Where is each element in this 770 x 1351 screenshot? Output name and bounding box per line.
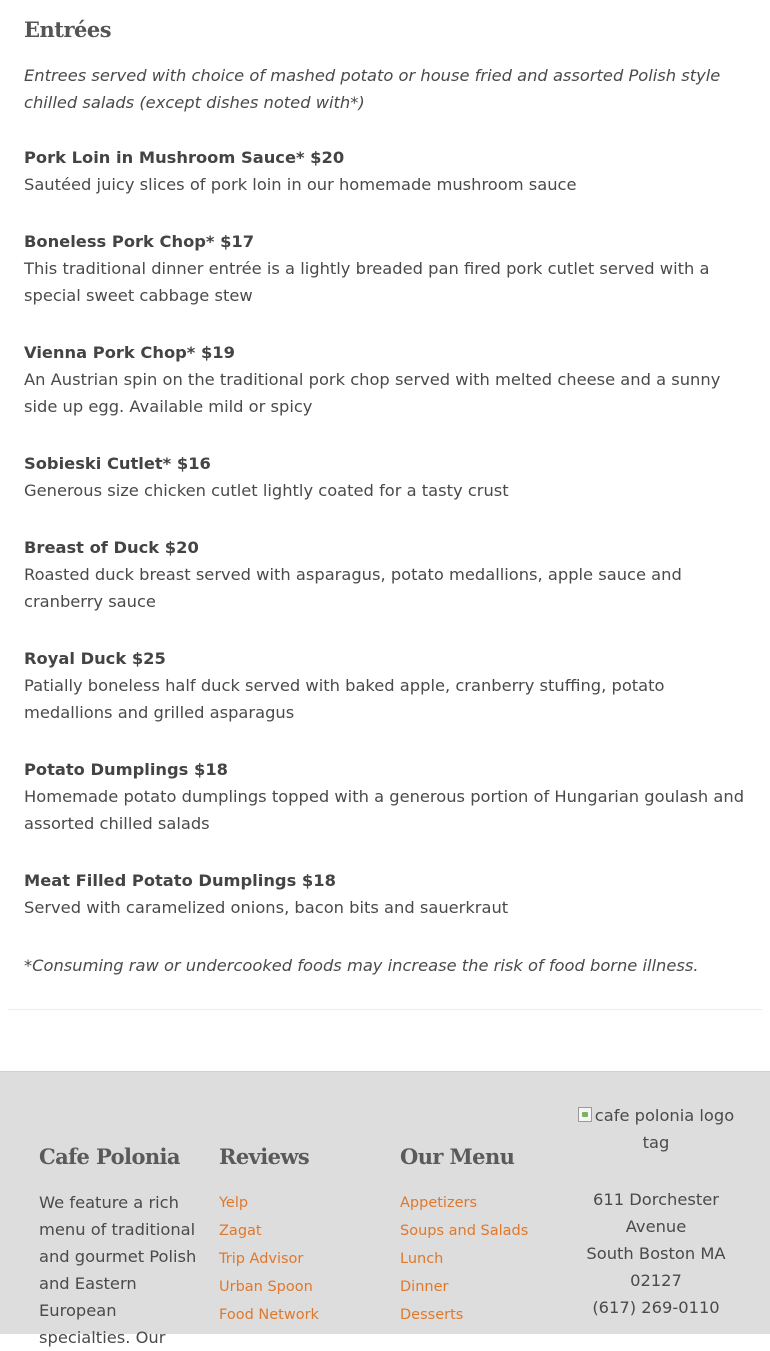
review-link-yelp[interactable]: Yelp	[219, 1195, 249, 1211]
menu-item-name: Sobieski Cutlet* $16	[24, 454, 211, 473]
menu-link-appetizers[interactable]: Appetizers	[400, 1195, 478, 1211]
site-footer	[0, 1071, 770, 1347]
broken-image-icon	[578, 1107, 592, 1122]
menu-item-name: Meat Filled Potato Dumplings $18	[24, 871, 336, 890]
menu-item-description: Generous size chicken cutlet lightly coated for a tasty crust	[24, 481, 509, 500]
section-title: Entrées	[24, 17, 112, 42]
about-text: We feature a rich menu of traditional and gourmet Polish and Eastern European specialties. Our	[39, 1193, 197, 1347]
logo-alt-text: cafe polonia logo tag	[594, 1106, 735, 1152]
menu-item-description: Homemade potato dumplings topped with a generous portion of Hungarian goulash and assorted chilled salads	[24, 787, 745, 833]
menu-link-soups-salads[interactable]: Soups and Salads	[400, 1223, 529, 1239]
menu-item-description: This traditional dinner entrée is a lightly breaded pan fired pork cutlet served with a special sweet cabbage stew	[24, 259, 710, 305]
contact-address	[575, 1186, 737, 1321]
menu-item-description: Served with caramelized onions, bacon bits and sauerkraut	[24, 898, 509, 917]
reviews-title: Reviews	[219, 1144, 310, 1169]
menu-item-description: An Austrian spin on the traditional pork chop served with melted cheese and a sunny side up egg. Available mild or spicy	[24, 370, 721, 416]
address-city: South Boston MA 02127	[586, 1244, 726, 1290]
about-title: Cafe Polonia	[39, 1144, 180, 1169]
menu-item-name: Potato Dumplings $18	[24, 760, 229, 779]
review-link-zagat[interactable]: Zagat	[219, 1223, 262, 1239]
section-intro: Entrees served with choice of mashed potato or house fried and assorted Polish style chilled salads (except dishes noted with*)	[24, 66, 721, 112]
menu-link-lunch[interactable]: Lunch	[400, 1251, 444, 1267]
section-divider	[8, 1009, 762, 1010]
menu-link-desserts[interactable]: Desserts	[400, 1307, 464, 1323]
menu-item-name: Royal Duck $25	[24, 649, 166, 668]
review-link-food-network[interactable]: Food Network	[219, 1307, 319, 1323]
menu-link-list	[400, 1189, 528, 1329]
menu-item-description: Patially boneless half duck served with baked apple, cranberry stuffing, potato medallions and grilled asparagus	[24, 676, 665, 722]
review-link-urban-spoon[interactable]: Urban Spoon	[219, 1279, 313, 1295]
phone-number[interactable]: (617) 269-0110	[592, 1298, 720, 1317]
menu-item-description: Sautéed juicy slices of pork loin in our homemade mushroom sauce	[24, 175, 577, 194]
menu-item-name: Vienna Pork Chop* $19	[24, 343, 235, 362]
menu-item-name: Boneless Pork Chop* $17	[24, 232, 255, 251]
reviews-link-list	[219, 1189, 319, 1329]
menu-link-dinner[interactable]: Dinner	[400, 1279, 449, 1295]
our-menu-title: Our Menu	[400, 1144, 515, 1169]
address-street: 611 Dorchester Avenue	[593, 1190, 719, 1236]
review-link-trip-advisor[interactable]: Trip Advisor	[219, 1251, 304, 1267]
menu-item-name: Pork Loin in Mushroom Sauce* $20	[24, 148, 345, 167]
menu-item-name: Breast of Duck $20	[24, 538, 199, 557]
logo-image[interactable]	[575, 1102, 737, 1156]
menu-item-description: Roasted duck breast served with asparagus, potato medallions, apple sauce and cranberry sauce	[24, 565, 682, 611]
food-safety-disclaimer: *Consuming raw or undercooked foods may increase the risk of food borne illness.	[24, 956, 699, 975]
